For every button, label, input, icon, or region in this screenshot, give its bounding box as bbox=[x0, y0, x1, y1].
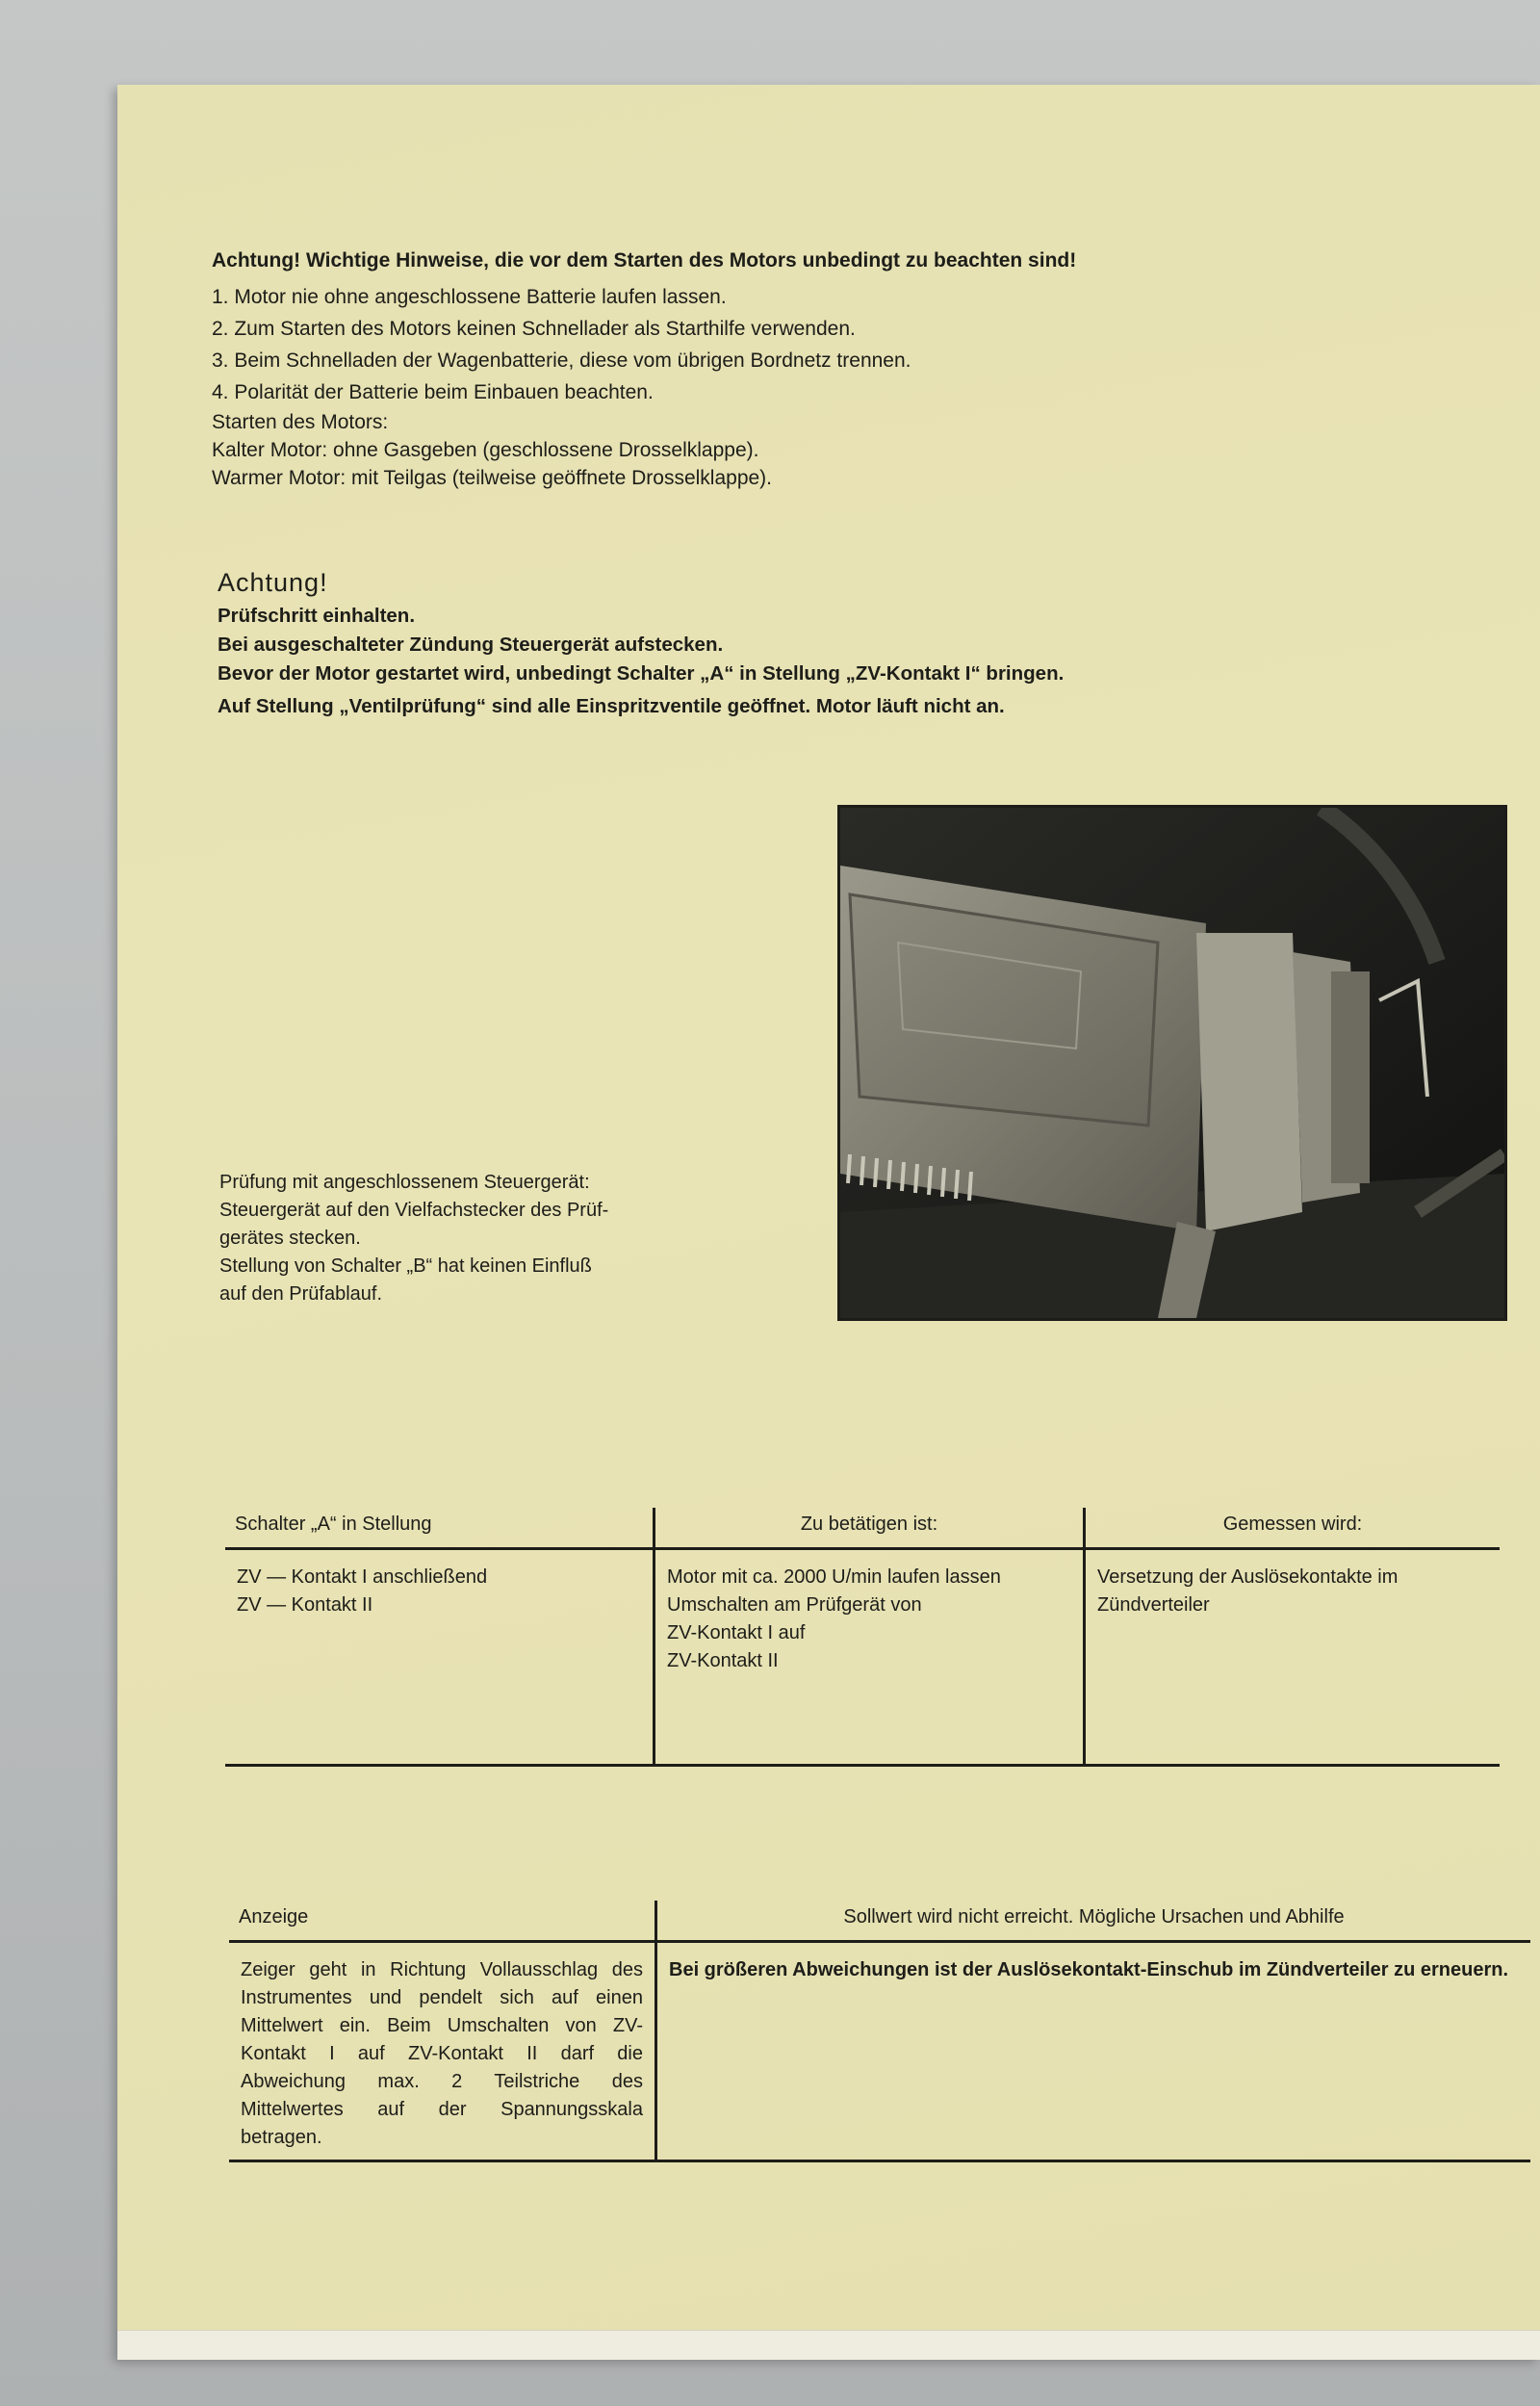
column-header: Anzeige bbox=[229, 1901, 656, 1942]
control-unit-photo bbox=[837, 805, 1507, 1321]
control-unit-illustration bbox=[840, 808, 1504, 1318]
cell-line: Motor mit ca. 2000 U/min laufen lassen bbox=[667, 1566, 1001, 1588]
notice-list bbox=[212, 281, 1155, 408]
caption-line: Steuergerät auf den Vielfachstecker des Prüf- bbox=[219, 1200, 609, 1221]
cell-line: ZV — Kontakt II bbox=[237, 1594, 373, 1616]
cell-line: Versetzung der Auslösekontakte im bbox=[1097, 1566, 1399, 1588]
table-row bbox=[229, 1942, 1530, 2161]
column-header: Schalter „A“ in Stellung bbox=[225, 1508, 654, 1549]
caption-line: auf den Prüfablauf. bbox=[219, 1283, 383, 1305]
achtung-line: Bevor der Motor gestartet wird, unbedingt Schalter „A“ in Stellung „ZV-Kontakt I“ bringen. bbox=[218, 662, 1065, 685]
list-item: 1. Motor nie ohne angeschlossene Batterie laufen lassen. bbox=[212, 286, 727, 308]
caption-line: Stellung von Schalter „B“ hat keinen Einfluß bbox=[219, 1255, 592, 1277]
cell-line: ZV-Kontakt II bbox=[667, 1650, 779, 1671]
achtung-line: Bei ausgeschalteter Zündung Steuergerät aufstecken. bbox=[218, 634, 724, 656]
notice-block bbox=[212, 248, 1155, 492]
warm-engine-line: Warmer Motor: mit Teilgas (teilweise geöffnete Drosselklappe). bbox=[212, 467, 773, 489]
page-stack-edge bbox=[117, 2330, 1540, 2360]
notice-title: Achtung! Wichtige Hinweise, die vor dem Starten des Motors unbedingt zu beachten sind! bbox=[212, 249, 1077, 272]
list-item: 4. Polarität der Batterie beim Einbauen beachten. bbox=[212, 381, 654, 403]
table-header-row bbox=[225, 1508, 1500, 1549]
achtung-line: Auf Stellung „Ventilprüfung“ sind alle Einspritzventile geöffnet. Motor läuft nicht an. bbox=[218, 695, 1005, 717]
list-item: 2. Zum Starten des Motors keinen Schnellader als Starthilfe verwenden. bbox=[212, 318, 856, 340]
start-heading: Starten des Motors: bbox=[212, 411, 389, 433]
table-cell: Bei größeren Abweichungen ist der Auslösekontakt-Einschub im Zündverteiler zu erneuern. bbox=[656, 1942, 1531, 2161]
cell-line: ZV-Kontakt I auf bbox=[667, 1622, 806, 1643]
column-header: Gemessen wird: bbox=[1085, 1508, 1501, 1549]
cold-engine-line: Kalter Motor: ohne Gasgeben (geschlossene Drosselklappe). bbox=[212, 439, 759, 461]
table-row bbox=[225, 1549, 1500, 1766]
table-cell bbox=[225, 1549, 654, 1766]
table-cell: Zeiger geht in Richtung Vollausschlag des Instrumentes und pendelt sich auf einen Mittelwert ein. Beim Umschalten von ZV-Kontakt I auf ZV-Kontakt II darf die Abweichung max. 2 Teilstriche des Mittelwertes auf der Spannungsskala betragen. bbox=[229, 1942, 656, 2161]
table-header-row bbox=[229, 1901, 1530, 1942]
list-item: 3. Beim Schnelladen der Wagenbatterie, diese vom übrigen Bordnetz trennen. bbox=[212, 349, 911, 372]
caption-line: gerätes stecken. bbox=[219, 1228, 361, 1249]
achtung-block bbox=[218, 568, 1161, 721]
cell-line: Umschalten am Prüfgerät von bbox=[667, 1594, 922, 1616]
photo-caption bbox=[219, 1169, 720, 1308]
achtung-heading: Achtung! bbox=[218, 568, 328, 597]
switch-position-table bbox=[225, 1508, 1500, 1767]
table-cell bbox=[1085, 1549, 1501, 1766]
cell-line: Zündverteiler bbox=[1097, 1594, 1210, 1616]
caption-line: Prüfung mit angeschlossenem Steuergerät: bbox=[219, 1172, 590, 1193]
column-header: Zu betätigen ist: bbox=[654, 1508, 1085, 1549]
indication-table bbox=[229, 1901, 1530, 2162]
column-header: Sollwert wird nicht erreicht. Mögliche Ursachen und Abhilfe bbox=[656, 1901, 1531, 1942]
cell-line: ZV — Kontakt I anschließend bbox=[237, 1566, 488, 1588]
table-cell bbox=[654, 1549, 1085, 1766]
achtung-line: Prüfschritt einhalten. bbox=[218, 605, 416, 627]
